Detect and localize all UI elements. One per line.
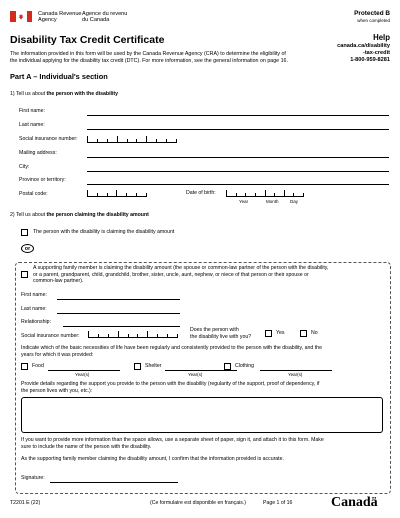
family-claim-checkbox[interactable] [21, 271, 28, 278]
postal-code-input[interactable] [87, 190, 147, 197]
fm-first-name-input[interactable] [57, 299, 180, 300]
date-of-birth-input[interactable] [226, 190, 304, 197]
question-1: 1) Tell us about the person with the disability [10, 91, 119, 97]
province-input[interactable] [87, 184, 389, 185]
lives-with-no-label: No [311, 330, 318, 336]
postal-code-label: Postal code: [19, 191, 48, 197]
fm-last-name-label: Last name: [21, 306, 47, 312]
clothing-years-label: Year(s) [288, 372, 303, 377]
fm-relationship-label: Relationship: [21, 319, 51, 325]
mailing-address-label: Mailing address: [19, 150, 57, 156]
shelter-label: Shelter [145, 363, 162, 369]
question-2: 2) Tell us about the person claiming the disability amount [10, 212, 149, 218]
necessities-text: Indicate which of the basic necessities of life have been regularly and consistently provided to the person with the disability, and the years for which it was provided: [21, 345, 322, 358]
last-name-label: Last name: [19, 122, 45, 128]
help-url[interactable]: canada.ca/disability -tax-credit [337, 42, 390, 56]
date-of-birth-label: Date of birth: [186, 190, 216, 196]
clothing-label: Clothing [235, 363, 255, 369]
food-checkbox[interactable] [21, 363, 28, 370]
fm-first-name-label: First name: [21, 292, 47, 298]
canada-flag-icon [10, 11, 32, 22]
more-info-text: If you want to provide more information than the space allows, use a separate sheet of paper, sign it, and attach it to this form. Make sure to include the name of the person with the disability. [21, 437, 324, 450]
form-id: T2201 E (22) [10, 500, 41, 506]
protected-label: Protected B when completed [354, 10, 390, 23]
page-number: Page 1 of 16 [263, 500, 293, 506]
dob-month-label: Month [266, 199, 279, 204]
last-name-input[interactable] [87, 129, 389, 130]
agency-name-french: Agence du revenu du Canada [82, 11, 128, 24]
clothing-years-input[interactable] [260, 370, 332, 371]
or-separator: or [21, 244, 34, 253]
first-name-input[interactable] [87, 115, 389, 116]
fm-relationship-input[interactable] [63, 326, 180, 327]
lives-with-you-label: Does the person with the disability live with you? [190, 327, 252, 340]
intro-text: The information provided in this form will be used by the Canada Revenue Agency (CRA) to determine the eligibility of the individual applying for the disability tax credit (DTC). For more information, see the general information on page 16. [10, 51, 288, 64]
confirm-text: As the supporting family member claiming the disability amount, I confirm that the information provided is accurate. [21, 456, 284, 462]
fm-sin-label: Social insurance number: [21, 333, 80, 339]
mailing-address-input[interactable] [87, 157, 389, 158]
first-name-label: First name: [19, 108, 45, 114]
lives-with-no-checkbox[interactable] [300, 330, 307, 337]
french-availability: (Ce formulaire est disponible en français.) [150, 500, 247, 506]
support-details-text: Provide details regarding the support you provide to the person with the disability (regularity of the support, proof of dependency, if the person lives with you, etc.): [21, 381, 320, 394]
family-claim-label: A supporting family member is claiming the disability amount (the spouse or common-law partner of the person with the disability, or a parent, grandparent, child, grandchild, brother, sister, uncle, aunt, nephew, or niece of that person or their spouse or common-law partner). [33, 265, 329, 284]
shelter-years-label: Year(s) [188, 372, 203, 377]
food-label: Food [32, 363, 44, 369]
self-claim-label: The person with the disability is claiming the disability amount [33, 229, 175, 235]
page-title: Disability Tax Credit Certificate [10, 34, 165, 46]
food-years-label: Year(s) [75, 372, 90, 377]
support-details-textarea[interactable] [21, 397, 383, 433]
lives-with-yes-label: Yes [276, 330, 285, 336]
sin-input[interactable] [87, 136, 177, 143]
self-claim-checkbox[interactable] [21, 229, 28, 236]
shelter-checkbox[interactable] [134, 363, 141, 370]
dob-day-label: Day [290, 199, 299, 204]
signature-input[interactable] [50, 482, 178, 483]
dob-year-label: Year [239, 199, 249, 204]
sin-label: Social insurance number: [19, 136, 78, 142]
help-block [337, 33, 390, 64]
shelter-years-input[interactable] [165, 370, 237, 371]
help-phone: 1-800-959-8281 [350, 56, 390, 63]
canada-wordmark-logo: Canadä [331, 495, 378, 510]
province-label: Province or territory: [19, 177, 66, 183]
city-input[interactable] [87, 171, 389, 172]
part-a-heading: Part A – Individual's section [10, 72, 108, 81]
clothing-checkbox[interactable] [224, 363, 231, 370]
agency-name-english: Canada Revenue Agency [38, 11, 82, 24]
food-years-input[interactable] [48, 370, 120, 371]
fm-sin-input[interactable] [88, 331, 178, 338]
city-label: City: [19, 164, 30, 170]
fm-last-name-input[interactable] [57, 313, 180, 314]
help-heading: Help [373, 33, 390, 42]
lives-with-yes-checkbox[interactable] [265, 330, 272, 337]
signature-label: Signature: [21, 475, 45, 481]
